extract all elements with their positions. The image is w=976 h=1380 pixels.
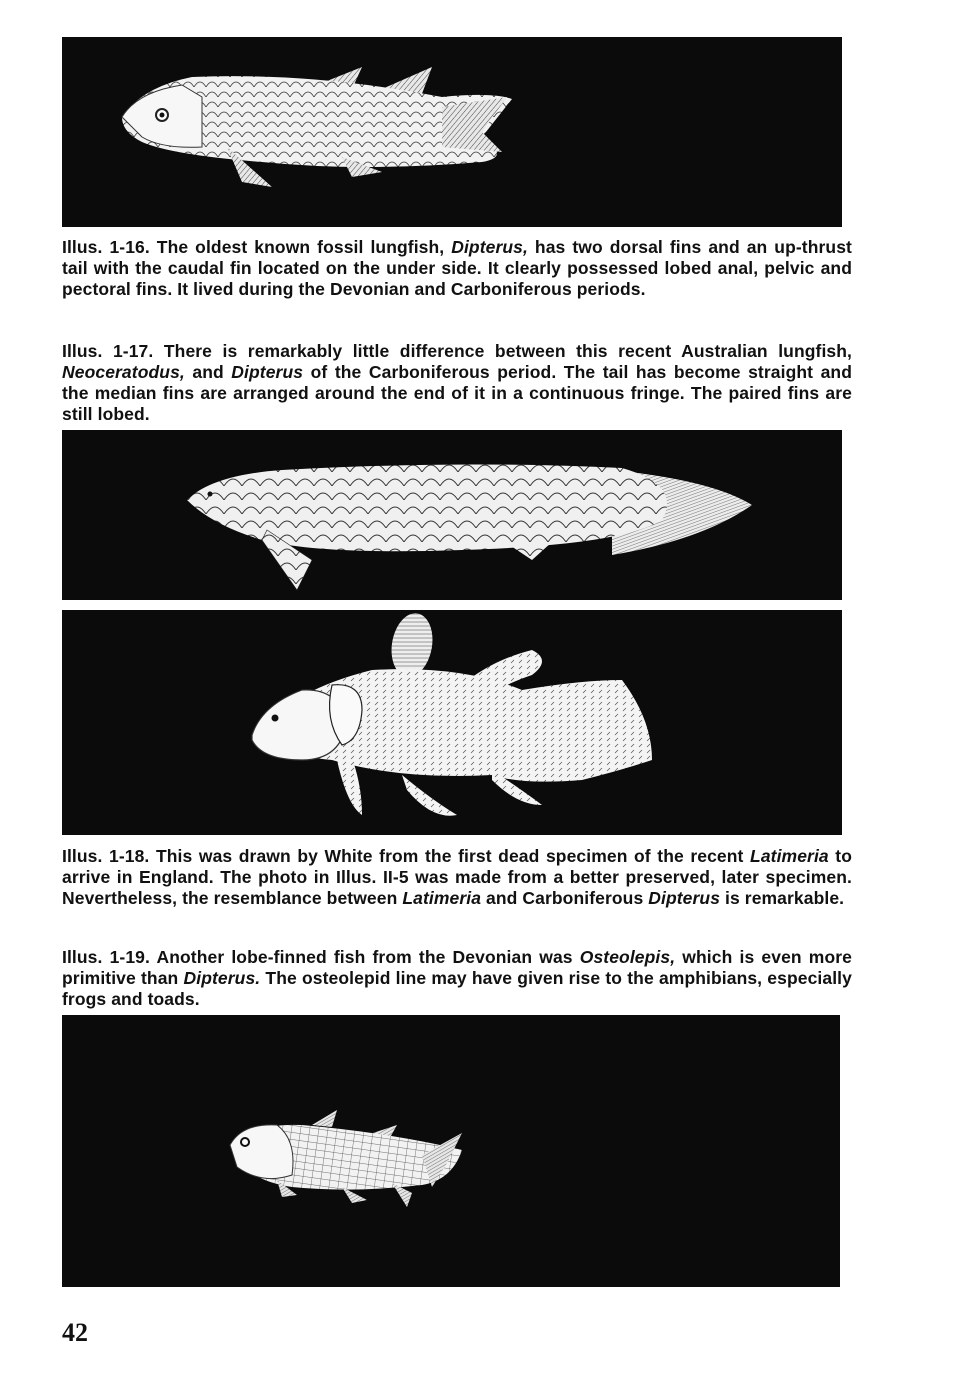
caption-illus-1-18: Illus. 1-18. This was drawn by White from the first dead specimen of the recent Latimeria to arrive in England. The photo in Illus. II-5 was made from a better preserved, later specimen. Nevertheless, the resemblance between Latimeria and Carboniferous Dipterus is remarkable. <box>62 846 853 908</box>
caption-illus-1-19: Illus. 1-19. Another lobe-finned fish from the Devonian was Osteolepis, which is even more primitive than Dipterus. The osteolepid line may have given rise to the amphibians, especially frogs and toads. <box>62 947 852 1009</box>
first-dorsal-fin <box>312 1110 337 1127</box>
species-name: Dipterus, <box>451 237 528 257</box>
caption-label: Illus. 1-18. <box>62 846 150 866</box>
pelvic-fin <box>402 775 457 816</box>
latimeria-drawing <box>62 610 842 835</box>
caption-label: Illus. 1-19. <box>62 947 150 967</box>
page-number: 42 <box>62 1318 88 1347</box>
species-name: Dipterus <box>231 362 304 382</box>
caption-illus-1-17: Illus. 1-17. There is remarkably little difference between this recent Australian lungfish, Neoceratodus, and Dipterus of the Carboniferous period. The tail has become straight and the median fins are arranged around the end of it in a continuous fringe. The paired fins are still lobed. <box>62 341 852 424</box>
species-name: Latimeria <box>750 846 829 866</box>
species-name: Dipterus. <box>183 968 261 988</box>
caption-illus-1-16: Illus. 1-16. The oldest known fossil lungfish, Dipterus, has two dorsal fins and an up-thrust tail with the caudal fin located on the under side. It clearly possessed lobed anal, pelvic and pectoral fins. It lived during the Devonian and Carboniferous periods. <box>62 237 852 299</box>
eye <box>241 1138 249 1146</box>
species-name: Neoceratodus, <box>62 362 185 382</box>
species-name: Osteolepis, <box>579 947 676 967</box>
illustration-latimeria <box>62 610 842 835</box>
eye <box>272 715 279 722</box>
illustration-neoceratodus <box>62 430 842 600</box>
osteolepis-drawing <box>62 1015 840 1287</box>
eye <box>208 492 213 497</box>
illustration-osteolepis <box>62 1015 840 1287</box>
species-name: Dipterus <box>648 888 721 908</box>
caption-label: Illus. 1-17. <box>62 341 154 361</box>
neoceratodus-drawing <box>62 430 842 600</box>
caption-label: Illus. 1-16. <box>62 237 150 257</box>
dipterus-drawing <box>62 37 842 227</box>
pelvic-fin <box>502 540 552 560</box>
illustration-dipterus <box>62 37 842 227</box>
head <box>230 1125 293 1179</box>
fish-body <box>187 464 667 551</box>
species-name: Latimeria <box>402 888 482 908</box>
